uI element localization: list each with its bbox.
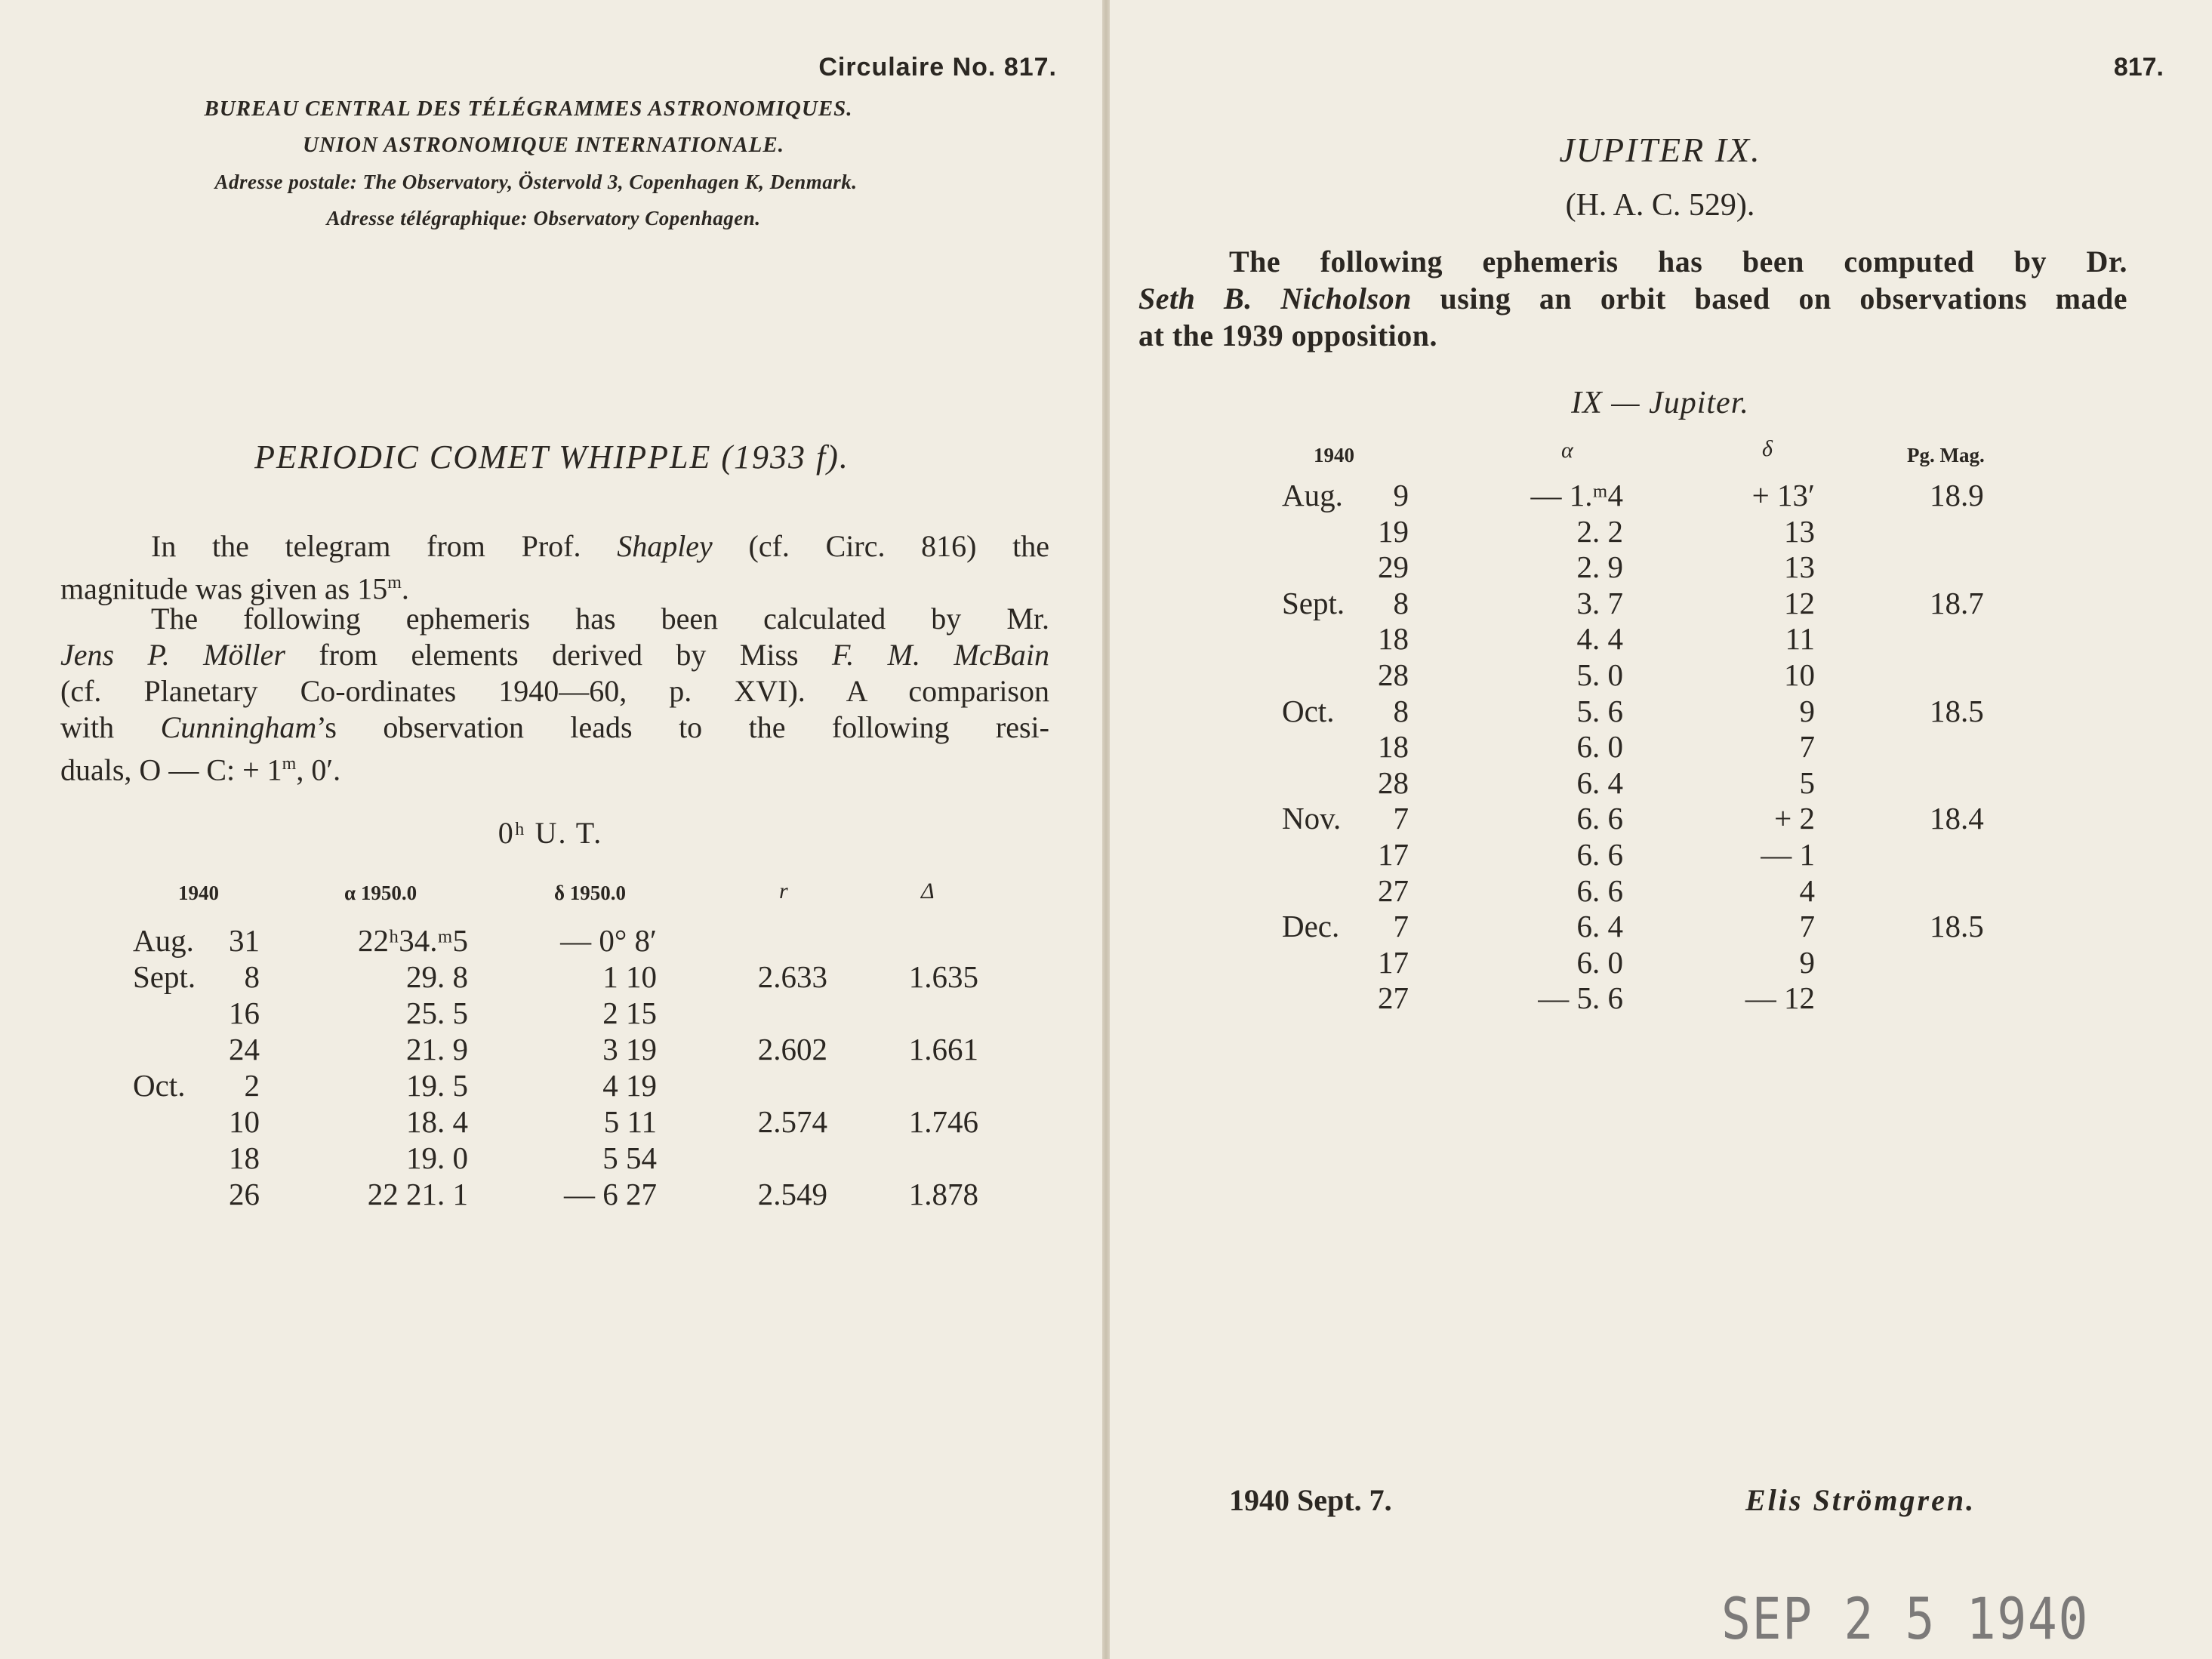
- jrow-dec: + 13′: [1751, 478, 1815, 512]
- text: from elements derived by Miss: [285, 638, 833, 672]
- jrow-day: 18: [1378, 621, 1409, 656]
- jrow-dec: — 1: [1761, 837, 1815, 872]
- signature: Elis Strömgren.: [1745, 1483, 1976, 1517]
- page-gutter: [1102, 0, 1110, 1659]
- received-date-stamp: SEP 2 5 1940: [1721, 1585, 2090, 1652]
- jupiter-table-title: IX — Jupiter.: [1571, 386, 1749, 420]
- jrow-dec: 7: [1799, 909, 1815, 943]
- jrow-dec: 9: [1799, 945, 1815, 980]
- row-dec: 1 10: [602, 959, 657, 994]
- jrow-mag: 18.9: [1930, 478, 1984, 512]
- jrow-ra: 6. 0: [1576, 945, 1623, 980]
- postal-address: Adresse postale: The Observatory, Östervold 3, Copenhagen K, Denmark.: [214, 171, 858, 193]
- row-ra: 22 21. 1: [367, 1177, 468, 1211]
- row-ra: 19. 0: [406, 1140, 468, 1175]
- jrow-dec: 11: [1785, 621, 1815, 656]
- row-r: 2.549: [757, 1177, 827, 1211]
- row-delta: 1.746: [908, 1104, 978, 1139]
- mcbain-name: F. M. McBain: [832, 638, 1050, 672]
- jcol-head-mag: Pg. Mag.: [1907, 444, 1985, 466]
- telegraphic-address: Adresse télégraphique: Observatory Copenhagen.: [326, 207, 761, 229]
- jrow-dec: 12: [1784, 586, 1815, 620]
- row-ra: 19. 5: [406, 1068, 468, 1103]
- date-line: 1940 Sept. 7.: [1229, 1483, 1392, 1517]
- moller-name: Jens P. Möller: [60, 638, 285, 672]
- col-head-dec: δ 1950.0: [554, 882, 627, 904]
- row-r: 2.602: [757, 1032, 827, 1066]
- row-day: 18: [229, 1140, 260, 1175]
- row-dec: — 0° 8′: [560, 923, 657, 958]
- jrow-ra: 6. 4: [1576, 765, 1623, 800]
- jupiter-title: JUPITER IX.: [1559, 131, 1761, 169]
- row-ra: 21. 9: [406, 1032, 468, 1066]
- jrow-ra: 6. 6: [1576, 837, 1623, 872]
- row-month: Aug.: [133, 923, 194, 958]
- jrow-day: 27: [1378, 980, 1409, 1015]
- text: In the telegram from Prof.: [151, 529, 618, 563]
- jrow-day: 28: [1378, 765, 1409, 800]
- para2-line4: [60, 709, 1049, 746]
- jrow-dec: 13: [1784, 514, 1815, 549]
- row-day: 16: [229, 996, 260, 1030]
- jrow-ra: 2. 9: [1576, 549, 1623, 584]
- jrow-dec: 13: [1784, 549, 1815, 584]
- jrow-day: 9: [1393, 478, 1409, 512]
- jrow-dec: 5: [1799, 765, 1815, 800]
- row-dec: 5 54: [602, 1140, 657, 1175]
- row-ra: 25. 5: [406, 996, 468, 1030]
- para2-line1: The following ephemeris has been calculated by Mr.: [151, 602, 1049, 636]
- jrow-ra: 4. 4: [1576, 621, 1623, 656]
- row-dec: — 6 27: [564, 1177, 657, 1211]
- row-ra: 29. 8: [406, 959, 468, 994]
- row-delta: 1.878: [908, 1177, 978, 1211]
- row-day: 2: [244, 1068, 260, 1103]
- jrow-month: Dec.: [1282, 909, 1340, 943]
- nicholson-name: Seth B. Nicholson: [1138, 282, 1412, 315]
- cunningham-name: Cunningham: [160, 710, 317, 744]
- jrow-ra: 5. 6: [1576, 694, 1623, 728]
- comet-paragraph-2: [60, 601, 1050, 787]
- jpara-line2: [1138, 280, 2127, 317]
- para2-line3: (cf. Planetary Co-ordinates 1940—60, p. XVI). A comparison: [60, 674, 1049, 708]
- jrow-ra: 6. 6: [1576, 801, 1623, 836]
- jcol-head-ra: α: [1561, 438, 1573, 463]
- jupiter-paragraph: [1138, 243, 2127, 354]
- jrow-dec: 9: [1799, 694, 1815, 728]
- magnitude-unit: m: [282, 754, 297, 774]
- jupiter-subtitle: (H. A. C. 529).: [1565, 188, 1755, 223]
- jrow-day: 7: [1393, 909, 1409, 943]
- col-head-delta: Δ: [921, 879, 935, 903]
- shapley-name: Shapley: [617, 529, 713, 563]
- para2-line2: [60, 637, 1049, 673]
- text: .: [401, 571, 409, 606]
- row-month: Sept.: [133, 959, 196, 994]
- jpara-line1: The following ephemeris has been computed by Dr.: [1229, 245, 2127, 279]
- para1-line2: [60, 565, 1049, 606]
- jcol-head-dec: δ: [1762, 436, 1773, 461]
- jrow-day: 8: [1393, 694, 1409, 728]
- text: duals, O — C: + 1: [60, 753, 282, 787]
- row-delta: 1.635: [908, 959, 978, 994]
- text: magnitude was given as 15: [60, 571, 388, 606]
- row-delta: 1.661: [908, 1032, 978, 1066]
- jrow-mag: 18.5: [1930, 909, 1984, 943]
- jrow-dec: 4: [1799, 873, 1815, 908]
- jrow-ra: 5. 0: [1576, 657, 1623, 692]
- row-dec: 4 19: [602, 1068, 657, 1103]
- text: , 0′.: [296, 753, 341, 787]
- row-month: Oct.: [133, 1068, 186, 1103]
- jrow-day: 27: [1378, 873, 1409, 908]
- row-dec: 5 11: [603, 1104, 657, 1139]
- magnitude-unit: m: [387, 573, 402, 592]
- jrow-ra: — 5. 6: [1538, 980, 1623, 1015]
- row-day: 8: [244, 959, 260, 994]
- row-day: 26: [229, 1177, 260, 1211]
- union-heading: UNION ASTRONOMIQUE INTERNATIONALE.: [303, 133, 784, 157]
- row-day: 24: [229, 1032, 260, 1066]
- ut-label: 0ʰ U. T.: [498, 816, 603, 850]
- comet-title: PERIODIC COMET WHIPPLE (1933 f).: [254, 439, 849, 476]
- jpara-line3: at the 1939 opposition.: [1138, 319, 1437, 352]
- jrow-mag: 18.7: [1930, 586, 1984, 620]
- jrow-ra: 3. 7: [1576, 586, 1623, 620]
- row-day: 31: [229, 923, 260, 958]
- comet-paragraph-1: [60, 528, 1050, 606]
- jrow-dec: + 2: [1774, 801, 1815, 836]
- text: with: [60, 710, 161, 744]
- row-day: 10: [229, 1104, 260, 1139]
- text: ’s observation leads to the following resi-: [316, 710, 1049, 744]
- jrow-day: 19: [1378, 514, 1409, 549]
- jrow-dec: 7: [1799, 729, 1815, 764]
- text: using an orbit based on observations made: [1411, 282, 2128, 315]
- bureau-heading: BUREAU CENTRAL DES TÉLÉGRAMMES ASTRONOMIQUES.: [204, 97, 853, 121]
- jrow-dec: — 12: [1745, 980, 1815, 1015]
- row-ra: 18. 4: [406, 1104, 468, 1139]
- row-r: 2.574: [757, 1104, 827, 1139]
- col-head-ra: α 1950.0: [344, 882, 417, 904]
- jrow-day: 17: [1378, 837, 1409, 872]
- page-number: 817.: [2113, 53, 2164, 82]
- para1-line1: [60, 528, 1049, 565]
- row-dec: 2 15: [602, 996, 657, 1030]
- jrow-ra: 6. 0: [1576, 729, 1623, 764]
- jrow-day: 17: [1378, 945, 1409, 980]
- text: (cf. Circ. 816) the: [712, 529, 1050, 563]
- jrow-month: Oct.: [1282, 694, 1335, 728]
- jrow-month: Sept.: [1282, 586, 1345, 620]
- col-head-date: 1940: [178, 882, 219, 904]
- jrow-month: Aug.: [1282, 478, 1343, 512]
- jcol-head-date: 1940: [1314, 444, 1354, 466]
- col-head-r: r: [779, 879, 788, 903]
- row-r: 2.633: [757, 959, 827, 994]
- jrow-ra: — 1.ᵐ4: [1530, 478, 1623, 512]
- jrow-day: 29: [1378, 549, 1409, 584]
- jrow-ra: 2. 2: [1576, 514, 1623, 549]
- jrow-month: Nov.: [1282, 801, 1342, 836]
- jrow-mag: 18.4: [1930, 801, 1984, 836]
- circular-number: Circulaire No. 817.: [818, 53, 1057, 82]
- row-dec: 3 19: [602, 1032, 657, 1066]
- jrow-mag: 18.5: [1930, 694, 1984, 728]
- jrow-day: 18: [1378, 729, 1409, 764]
- jrow-day: 8: [1393, 586, 1409, 620]
- row-ra: 22ʰ34.ᵐ5: [358, 923, 468, 958]
- jrow-ra: 6. 6: [1576, 873, 1623, 908]
- jrow-dec: 10: [1784, 657, 1815, 692]
- para2-line5: [60, 746, 1049, 787]
- jrow-day: 7: [1393, 801, 1409, 836]
- jrow-day: 28: [1378, 657, 1409, 692]
- jrow-ra: 6. 4: [1576, 909, 1623, 943]
